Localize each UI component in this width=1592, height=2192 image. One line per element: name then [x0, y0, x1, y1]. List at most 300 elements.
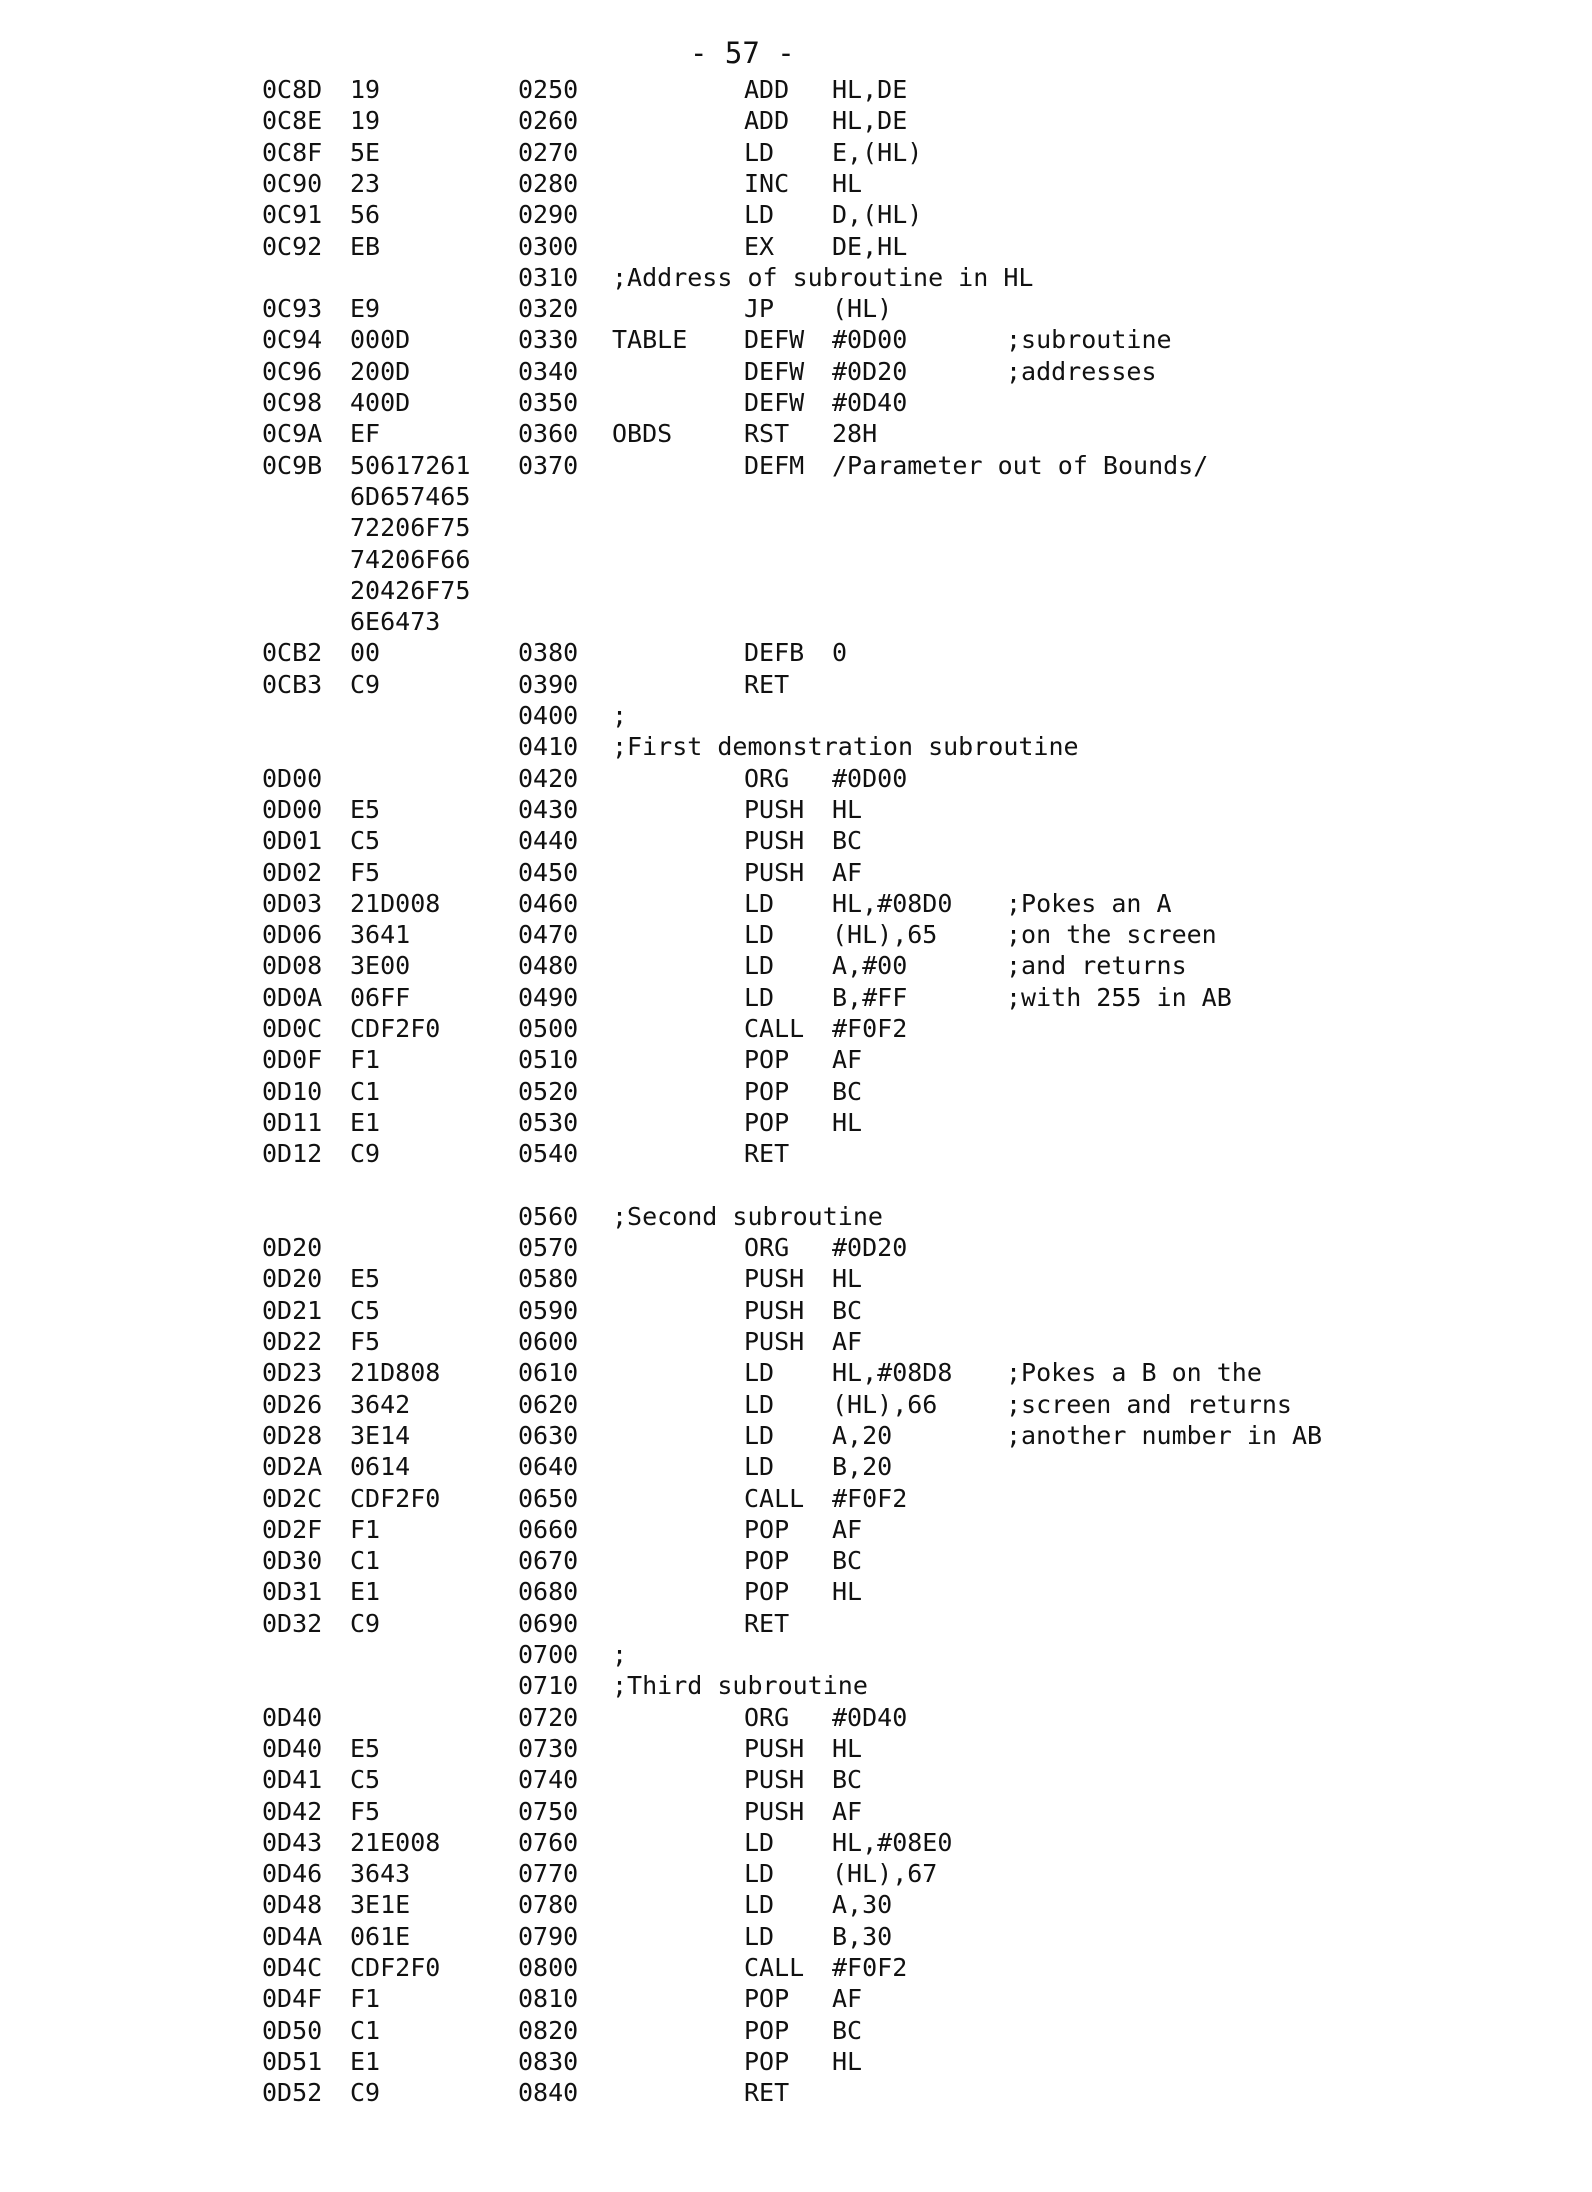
listing-row	[0, 794, 1592, 825]
line-number: 0620	[518, 1389, 579, 1419]
listing-row	[0, 324, 1592, 355]
line-number: 0730	[518, 1733, 579, 1763]
mnemonic: POP	[744, 2015, 790, 2045]
line-number: 0770	[518, 1859, 579, 1889]
listing-row	[0, 888, 1592, 919]
machine-code: 72206F75	[350, 513, 471, 543]
operand: HL,DE	[832, 106, 908, 136]
mnemonic: ORG	[744, 1702, 790, 1732]
address: 0D12	[262, 1139, 323, 1169]
operand: AF	[832, 1327, 863, 1356]
listing-row	[0, 1451, 1592, 1482]
line-number: 0690	[518, 1608, 579, 1638]
mnemonic: PUSH	[744, 1264, 805, 1294]
operand: (HL),66	[832, 1389, 938, 1419]
address: 0D28	[262, 1420, 323, 1450]
mnemonic: INC	[744, 168, 790, 198]
address: 0C98	[262, 388, 323, 417]
listing-row	[0, 1827, 1592, 1858]
operand: 28H	[832, 419, 878, 449]
mnemonic: LD	[744, 888, 775, 918]
listing-row	[0, 1858, 1592, 1889]
listing-row	[0, 1201, 1592, 1232]
address: 0D03	[262, 888, 323, 918]
machine-code: 56	[350, 200, 381, 230]
mnemonic: POP	[744, 1045, 790, 1075]
machine-code: E5	[350, 1733, 381, 1763]
listing-row	[0, 2077, 1592, 2108]
operand: AF	[832, 1984, 863, 2014]
listing-row	[0, 1514, 1592, 1545]
listing-row	[0, 1420, 1592, 1451]
machine-code: F5	[350, 1327, 381, 1356]
address: 0D46	[262, 1859, 323, 1889]
address: 0C96	[262, 356, 323, 386]
line-number: 0380	[518, 638, 579, 668]
listing-row	[0, 1044, 1592, 1075]
address: 0C8D	[262, 75, 323, 104]
operand: BC	[832, 1295, 863, 1325]
address: 0D42	[262, 1796, 323, 1826]
line-number: 0630	[518, 1420, 579, 1450]
listing-row	[0, 982, 1592, 1013]
listing-row	[0, 950, 1592, 981]
machine-code: 20426F75	[350, 575, 471, 605]
address: 0D32	[262, 1608, 323, 1638]
listing-row	[0, 1764, 1592, 1795]
listing-row	[0, 606, 1592, 637]
listing-row	[0, 1013, 1592, 1044]
machine-code: F1	[350, 1045, 381, 1075]
machine-code: 21E008	[350, 1827, 441, 1857]
operand: (HL),67	[832, 1859, 938, 1889]
mnemonic: LD	[744, 982, 775, 1012]
listing-row	[0, 1138, 1592, 1169]
listing-row	[0, 1076, 1592, 1107]
address: 0D00	[262, 794, 323, 824]
operand: AF	[832, 1796, 863, 1826]
listing-row	[0, 2015, 1592, 2046]
line-number: 0820	[518, 2015, 579, 2045]
operand: HL,#08D8	[832, 1358, 953, 1388]
operand: BC	[832, 1765, 863, 1795]
line-number: 0500	[518, 1014, 579, 1043]
line-number: 0780	[518, 1890, 579, 1920]
mnemonic: PUSH	[744, 1327, 805, 1356]
listing-row	[0, 512, 1592, 543]
address: 0C90	[262, 168, 323, 198]
line-number: 0840	[518, 2078, 579, 2108]
address: 0D22	[262, 1327, 323, 1356]
listing-row	[0, 1326, 1592, 1357]
comment: ;addresses	[1006, 356, 1157, 386]
listing-row	[0, 1576, 1592, 1607]
line-number: 0680	[518, 1577, 579, 1607]
machine-code: C5	[350, 826, 381, 856]
operand: B,#FF	[832, 982, 908, 1012]
operand: AF	[832, 1514, 863, 1544]
listing-row	[0, 1389, 1592, 1420]
line-number: 0810	[518, 1984, 579, 2014]
mnemonic: POP	[744, 1076, 790, 1106]
mnemonic: PUSH	[744, 1765, 805, 1795]
address: 0D01	[262, 826, 323, 856]
listing-row	[0, 105, 1592, 136]
mnemonic: ORG	[744, 1233, 790, 1263]
mnemonic: PUSH	[744, 794, 805, 824]
comment-line: ;Second subroutine	[612, 1201, 883, 1231]
machine-code: F1	[350, 1514, 381, 1544]
listing-row	[0, 1921, 1592, 1952]
mnemonic: LD	[744, 1389, 775, 1419]
address: 0D23	[262, 1358, 323, 1388]
machine-code: CDF2F0	[350, 1483, 441, 1513]
address: 0D02	[262, 857, 323, 887]
operand: HL	[832, 168, 863, 198]
listing-row	[0, 199, 1592, 230]
line-number: 0350	[518, 388, 579, 417]
mnemonic: DEFW	[744, 388, 805, 417]
listing-row	[0, 1170, 1592, 1201]
machine-code: CDF2F0	[350, 1014, 441, 1043]
address: 0D41	[262, 1765, 323, 1795]
line-number: 0270	[518, 137, 579, 167]
listing-row	[0, 293, 1592, 324]
machine-code: 06FF	[350, 982, 411, 1012]
operand: #F0F2	[832, 1953, 908, 1982]
address: 0D48	[262, 1890, 323, 1920]
listing-row	[0, 481, 1592, 512]
listing-row	[0, 1295, 1592, 1326]
line-number: 0560	[518, 1201, 579, 1231]
mnemonic: LD	[744, 1827, 775, 1857]
address: 0D2F	[262, 1514, 323, 1544]
operand: #0D20	[832, 1233, 908, 1263]
listing-row	[0, 356, 1592, 387]
address: 0C9B	[262, 450, 323, 480]
listing-row	[0, 1702, 1592, 1733]
line-number: 0830	[518, 2046, 579, 2076]
listing-row	[0, 637, 1592, 668]
machine-code: 3E14	[350, 1420, 411, 1450]
listing-row	[0, 168, 1592, 199]
machine-code: 061E	[350, 1921, 411, 1951]
operand: (HL),65	[832, 920, 938, 950]
line-number: 0660	[518, 1514, 579, 1544]
listing-row	[0, 1232, 1592, 1263]
mnemonic: ADD	[744, 106, 790, 136]
address: 0D51	[262, 2046, 323, 2076]
line-number: 0430	[518, 794, 579, 824]
machine-code: 0614	[350, 1452, 411, 1482]
mnemonic: LD	[744, 1452, 775, 1482]
operand: HL	[832, 1577, 863, 1607]
address: 0D06	[262, 920, 323, 950]
address: 0D08	[262, 951, 323, 981]
line-number: 0340	[518, 356, 579, 386]
line-number: 0320	[518, 294, 579, 324]
operand: BC	[832, 1076, 863, 1106]
address: 0CB2	[262, 638, 323, 668]
mnemonic: LD	[744, 1859, 775, 1889]
machine-code: E5	[350, 794, 381, 824]
label: TABLE	[612, 325, 688, 355]
machine-code: EB	[350, 231, 381, 261]
mnemonic: DEFB	[744, 638, 805, 668]
listing-row	[0, 544, 1592, 575]
address: 0D50	[262, 2015, 323, 2045]
operand: B,20	[832, 1452, 893, 1482]
machine-code: 21D008	[350, 888, 441, 918]
line-number: 0370	[518, 450, 579, 480]
listing-row	[0, 1357, 1592, 1388]
address: 0C94	[262, 325, 323, 355]
line-number: 0420	[518, 763, 579, 793]
machine-code: 23	[350, 168, 381, 198]
operand: E,(HL)	[832, 137, 923, 167]
operand: HL	[832, 2046, 863, 2076]
address: 0D10	[262, 1076, 323, 1106]
listing-row	[0, 1545, 1592, 1576]
address: 0D30	[262, 1546, 323, 1576]
line-number: 0700	[518, 1640, 579, 1669]
line-number: 0650	[518, 1483, 579, 1513]
line-number: 0760	[518, 1827, 579, 1857]
line-number: 0670	[518, 1546, 579, 1576]
machine-code: 3E1E	[350, 1890, 411, 1920]
address: 0D40	[262, 1733, 323, 1763]
machine-code: 3641	[350, 920, 411, 950]
listing-row	[0, 1952, 1592, 1983]
mnemonic: LD	[744, 1420, 775, 1450]
address: 0D31	[262, 1577, 323, 1607]
listing-row	[0, 731, 1592, 762]
address: 0C8E	[262, 106, 323, 136]
line-number: 0750	[518, 1796, 579, 1826]
operand: (HL)	[832, 294, 893, 324]
address: 0D26	[262, 1389, 323, 1419]
machine-code: 21D808	[350, 1358, 441, 1388]
line-number: 0570	[518, 1233, 579, 1263]
line-number: 0740	[518, 1765, 579, 1795]
comment: ;another number in AB	[1006, 1420, 1323, 1450]
comment: ;Pokes a B on the	[1006, 1358, 1262, 1388]
operand: #F0F2	[832, 1483, 908, 1513]
listing-row	[0, 1107, 1592, 1138]
machine-code: C9	[350, 2078, 381, 2108]
comment: ;subroutine	[1006, 325, 1172, 355]
listing-row	[0, 262, 1592, 293]
line-number: 0580	[518, 1264, 579, 1294]
operand: HL	[832, 794, 863, 824]
comment: ;screen and returns	[1006, 1389, 1292, 1419]
mnemonic: DEFW	[744, 325, 805, 355]
operand: /Parameter out of Bounds/	[832, 450, 1209, 480]
mnemonic: LD	[744, 920, 775, 950]
operand: A,#00	[832, 951, 908, 981]
operand: A,20	[832, 1420, 893, 1450]
mnemonic: PUSH	[744, 857, 805, 887]
address: 0D0C	[262, 1014, 323, 1043]
machine-code: 50617261	[350, 450, 471, 480]
listing-row	[0, 1639, 1592, 1670]
machine-code: 6D657465	[350, 481, 471, 511]
machine-code: C9	[350, 669, 381, 699]
mnemonic: POP	[744, 1984, 790, 2014]
machine-code: 19	[350, 106, 381, 136]
machine-code: 3E00	[350, 951, 411, 981]
mnemonic: RET	[744, 669, 790, 699]
line-number: 0480	[518, 951, 579, 981]
line-number: 0300	[518, 231, 579, 261]
line-number: 0490	[518, 982, 579, 1012]
comment: ;with 255 in AB	[1006, 982, 1232, 1012]
mnemonic: POP	[744, 1107, 790, 1137]
line-number: 0790	[518, 1921, 579, 1951]
mnemonic: ORG	[744, 763, 790, 793]
mnemonic: LD	[744, 1890, 775, 1920]
listing-row	[0, 231, 1592, 262]
mnemonic: POP	[744, 1514, 790, 1544]
address: 0D4C	[262, 1953, 323, 1982]
machine-code: F1	[350, 1984, 381, 2014]
line-number: 0310	[518, 262, 579, 292]
address: 0D20	[262, 1264, 323, 1294]
address: 0D40	[262, 1702, 323, 1732]
machine-code: EF	[350, 419, 381, 449]
mnemonic: LD	[744, 137, 775, 167]
page-number: - 57 -	[690, 36, 795, 70]
listing-row	[0, 1670, 1592, 1701]
mnemonic: EX	[744, 231, 775, 261]
machine-code: E1	[350, 1107, 381, 1137]
mnemonic: DEFM	[744, 450, 805, 480]
address: 0D21	[262, 1295, 323, 1325]
comment-line: ;	[612, 1640, 628, 1669]
operand: HL,DE	[832, 75, 908, 104]
listing-row	[0, 575, 1592, 606]
listing-row	[0, 919, 1592, 950]
line-number: 0800	[518, 1953, 579, 1982]
mnemonic: POP	[744, 1577, 790, 1607]
address: 0D2A	[262, 1452, 323, 1482]
machine-code: F5	[350, 1796, 381, 1826]
machine-code: E1	[350, 1577, 381, 1607]
mnemonic: DEFW	[744, 356, 805, 386]
listing-row	[0, 763, 1592, 794]
address: 0D0F	[262, 1045, 323, 1075]
comment: ;and returns	[1006, 951, 1187, 981]
line-number: 0470	[518, 920, 579, 950]
listing-row	[0, 700, 1592, 731]
mnemonic: LD	[744, 1358, 775, 1388]
listing-row	[0, 1983, 1592, 2014]
address: 0D4F	[262, 1984, 323, 2014]
listing-row	[0, 1733, 1592, 1764]
mnemonic: RET	[744, 1608, 790, 1638]
operand: HL	[832, 1264, 863, 1294]
operand: #F0F2	[832, 1014, 908, 1043]
mnemonic: LD	[744, 951, 775, 981]
mnemonic: JP	[744, 294, 775, 324]
comment: ;on the screen	[1006, 920, 1217, 950]
listing-row	[0, 74, 1592, 105]
machine-code: C5	[350, 1295, 381, 1325]
line-number: 0290	[518, 200, 579, 230]
line-number: 0600	[518, 1327, 579, 1356]
comment: ;Pokes an A	[1006, 888, 1172, 918]
listing-row	[0, 1483, 1592, 1514]
listing-row	[0, 450, 1592, 481]
line-number: 0440	[518, 826, 579, 856]
listing-row	[0, 418, 1592, 449]
machine-code: 3642	[350, 1389, 411, 1419]
machine-code: C5	[350, 1765, 381, 1795]
mnemonic: PUSH	[744, 826, 805, 856]
machine-code: C1	[350, 2015, 381, 2045]
line-number: 0530	[518, 1107, 579, 1137]
operand: #0D00	[832, 325, 908, 355]
listing-row	[0, 825, 1592, 856]
line-number: 0720	[518, 1702, 579, 1732]
machine-code: C9	[350, 1608, 381, 1638]
machine-code: 5E	[350, 137, 381, 167]
machine-code: 74206F66	[350, 544, 471, 574]
machine-code: 000D	[350, 325, 411, 355]
comment-line: ;Third subroutine	[612, 1671, 868, 1701]
mnemonic: PUSH	[744, 1295, 805, 1325]
operand: AF	[832, 857, 863, 887]
machine-code: CDF2F0	[350, 1953, 441, 1982]
mnemonic: RST	[744, 419, 790, 449]
line-number: 0520	[518, 1076, 579, 1106]
line-number: 0390	[518, 669, 579, 699]
machine-code: C1	[350, 1076, 381, 1106]
address: 0D20	[262, 1233, 323, 1263]
listing-row	[0, 387, 1592, 418]
mnemonic: POP	[744, 2046, 790, 2076]
operand: B,30	[832, 1921, 893, 1951]
address: 0D4A	[262, 1921, 323, 1951]
label: OBDS	[612, 419, 673, 449]
machine-code: 6E6473	[350, 607, 441, 637]
mnemonic: CALL	[744, 1953, 805, 1982]
line-number: 0410	[518, 732, 579, 762]
machine-code: E1	[350, 2046, 381, 2076]
listing-row	[0, 857, 1592, 888]
operand: A,30	[832, 1890, 893, 1920]
operand: DE,HL	[832, 231, 908, 261]
operand: D,(HL)	[832, 200, 923, 230]
mnemonic: LD	[744, 1921, 775, 1951]
mnemonic: LD	[744, 200, 775, 230]
operand: AF	[832, 1045, 863, 1075]
mnemonic: RET	[744, 1139, 790, 1169]
operand: BC	[832, 826, 863, 856]
mnemonic: PUSH	[744, 1796, 805, 1826]
operand: BC	[832, 1546, 863, 1576]
line-number: 0250	[518, 75, 579, 104]
address: 0C92	[262, 231, 323, 261]
comment-line: ;First demonstration subroutine	[612, 732, 1079, 762]
machine-code: 3643	[350, 1859, 411, 1889]
comment-line: ;	[612, 701, 628, 730]
line-number: 0540	[518, 1139, 579, 1169]
address: 0D11	[262, 1107, 323, 1137]
line-number: 0400	[518, 701, 579, 730]
machine-code: 19	[350, 75, 381, 104]
address: 0D52	[262, 2078, 323, 2108]
